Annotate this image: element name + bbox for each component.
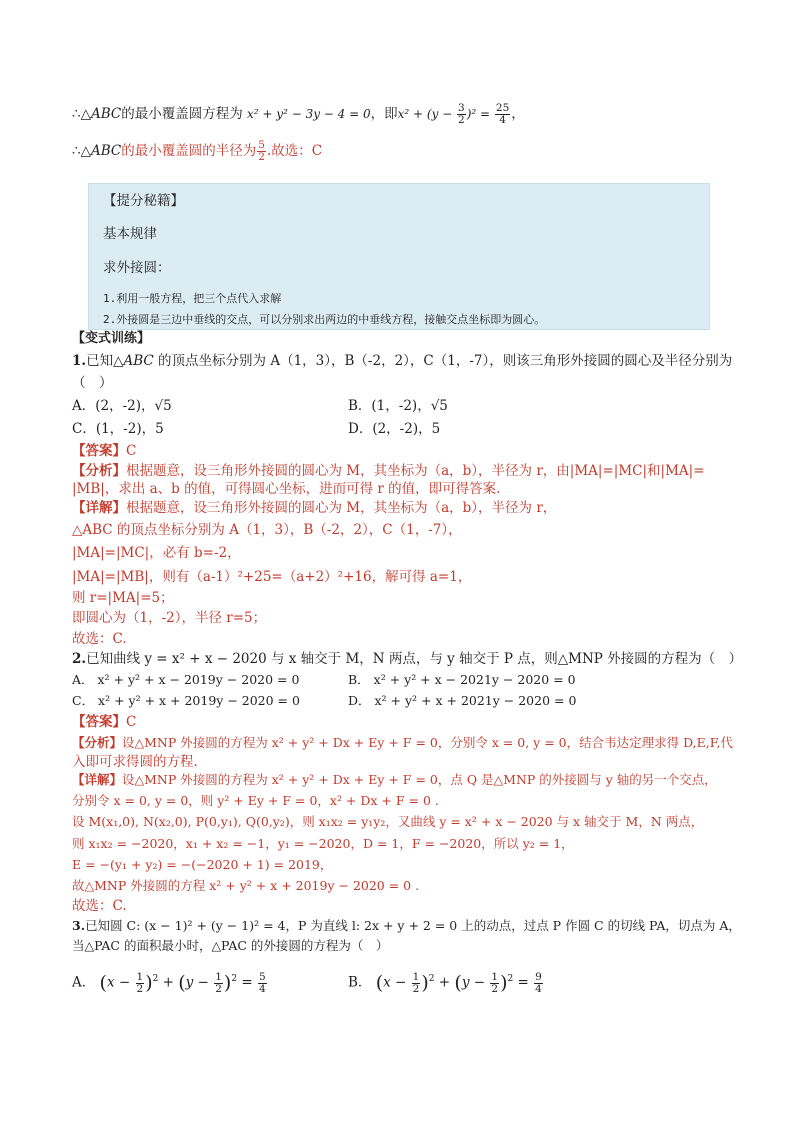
intro-sep: ，即 xyxy=(370,106,398,122)
q1-stem-b: 的顶点坐标分别为 xyxy=(153,353,271,369)
q3-number: 3. xyxy=(72,918,86,933)
triangle-name: ABC xyxy=(90,106,122,122)
q2-analysis-line-1 xyxy=(72,733,733,753)
q2-analysis-label: 【分析】 xyxy=(72,735,123,750)
fraction-3-2: $\frac{3}{2}$ xyxy=(458,102,465,126)
q1-stem-a: 已知△ xyxy=(86,353,124,369)
q2-detail-line-2: 分别令 x = 0, y = 0，则 y² + Ey + F = 0，x² + Dx + F = 0 . xyxy=(72,793,439,808)
q3-stem-1: 已知圆 C: (x − 1)² + (y − 1)² = 4，P 为直线 l: 2x + y + 2 = 0 上的动点，过点 P 作圆 C 的切线 PA，切点为 A， xyxy=(85,918,741,933)
q1-option-d: D．(2，-2)，5 xyxy=(348,421,441,437)
intro-line-2 xyxy=(72,140,322,163)
radius-text: 的最小覆盖圆的半径为 xyxy=(121,143,257,159)
therefore-symbol-2: ∴△ xyxy=(72,143,91,159)
q2-detail-line-4: 则 x₁x₂ = −2020，x₁ + x₂ = −1，y₁ = −2020，D = 1，F = −2020，所以 y₂ = 1， xyxy=(72,836,574,851)
q1-detail-line-3: |MA|=|MC|，必有 b=-2， xyxy=(72,545,241,561)
tip-item-1: 1.利用一般方程，把三个点代入求解 xyxy=(103,292,282,305)
choose-c-text: .故选：C xyxy=(266,143,323,159)
q3-half-x-a: $\frac{1}{2}$ xyxy=(136,970,144,995)
q1-answer: C xyxy=(126,443,137,459)
therefore-symbol: ∴△ xyxy=(72,106,91,122)
q2-stem-line xyxy=(72,649,742,669)
q2-detail-line-5: E = −(y₁ + y₂) = −(−2020 + 1) = 2019， xyxy=(72,857,333,872)
q1-paren: （ ） xyxy=(72,375,113,391)
q1-analysis-1: 根据题意，设三角形外接圆的圆心为 M，其坐标为（a，b），半径为 r，由|MA|=|MC|和|MA|= xyxy=(126,463,705,479)
q1-analysis-label: 【分析】 xyxy=(72,463,126,479)
q1-analysis-line-2: |MB|，求出 a、b 的值，可得圆心坐标，进而可得 r 的值，即可得答案. xyxy=(72,481,501,497)
q1-detail-label: 【详解】 xyxy=(72,500,126,516)
q2-stem: 已知曲线 y = x² + x − 2020 与 x 轴交于 M，N 两点，与 y 轴交于 P 点，则△MNP 外接圆的方程为（ ） xyxy=(86,651,743,667)
q1-detail-line-6: 即圆心为（1，-2），半径 r=5； xyxy=(72,610,267,626)
q1-answer-label: 【答案】 xyxy=(72,443,126,459)
q2-detail-1: 设△MNP 外接圆的方程为 x² + y² + Dx + Ey + F = 0，点 Q 是△MNP 的外接圆与 y 轴的另一个交点， xyxy=(122,772,717,787)
q3-rhs-a: $\frac{5}{4}$ xyxy=(258,970,266,995)
q1-answer-line xyxy=(72,441,136,461)
q3-option-b: B． (x − $\frac{1}{2}$ )$^2$ + (y − $\frac{1}{2}$ )$^2$ = $\frac{9}{4}$ xyxy=(348,970,542,995)
q2-option-a: A． x² + y² + x − 2019y − 2020 = 0 xyxy=(72,672,300,687)
q3-stem-line-2: 当△PAC 的面积最小时，△PAC 的外接圆的方程为（ ） xyxy=(72,938,389,953)
fraction-25-4: $\frac{25}{4}$ xyxy=(495,102,510,126)
q3-option-b-label: B． xyxy=(348,974,372,991)
q3-stem-line-1 xyxy=(72,916,741,936)
q1-option-a: A．(2，-2)，√5 xyxy=(72,398,172,414)
q2-option-b: B． x² + y² + x − 2021y − 2020 = 0 xyxy=(348,672,576,687)
q2-answer-label: 【答案】 xyxy=(72,714,126,730)
tip-item-2: 2.外接圆是三边中垂线的交点，可以分别求出两边的中垂线方程，接触交点坐标即为圆心。 xyxy=(103,313,546,326)
q1-detail-line-7: 故选：C. xyxy=(72,631,127,647)
q3-option-a: A． (x − $\frac{1}{2}$ )$^2$ + (y − $\frac{1}{2}$ )$^2$ = $\frac{5}{4}$ xyxy=(72,970,266,995)
q1-stem-line-1 xyxy=(72,351,732,371)
q2-detail-line-7: 故选：C. xyxy=(72,898,127,914)
intro-text: 的最小覆盖圆方程为 xyxy=(121,106,243,122)
q2-detail-line-1 xyxy=(72,770,717,790)
q1-detail-1: 根据题意，设三角形外接圆的圆心为 M，其坐标为（a，b），半径为 r， xyxy=(126,500,557,516)
tip-rule-heading: 基本规律 xyxy=(103,226,157,242)
q3-half-y-b: $\frac{1}{2}$ xyxy=(491,970,499,995)
q2-detail-line-6: 故△MNP 外接圆的方程 x² + y² + x + 2019y − 2020 = 0 . xyxy=(72,878,420,893)
section-title: 【变式训练】 xyxy=(72,331,151,346)
tip-box xyxy=(88,183,710,330)
circle-equation-std-b: )² = xyxy=(466,107,494,121)
q2-option-c: C． x² + y² + x + 2019y − 2020 = 0 xyxy=(72,693,300,708)
q1-option-b: B．(1，-2)，√5 xyxy=(348,398,448,414)
q2-analysis-line-2: 入即可求得圆的方程. xyxy=(72,754,198,770)
tip-title: 【提分秘籍】 xyxy=(103,193,184,209)
q2-detail-label: 【详解】 xyxy=(72,772,123,787)
q3-half-x-b: $\frac{1}{2}$ xyxy=(412,970,420,995)
fraction-5-2: $\frac{5}{2}$ xyxy=(258,139,265,163)
circle-equation: x² + y² − 3y − 4 = 0 xyxy=(247,107,371,121)
q2-answer-line xyxy=(72,712,136,732)
q1-stem-c: A（1，3），B（-2，2），C（1，-7），则该三角形外接圆的圆心及半径分别为 xyxy=(270,353,733,369)
circle-equation-std-a: x² + (y − xyxy=(397,107,457,121)
triangle-name-2: ABC xyxy=(90,143,122,159)
tip-sub-heading: 求外接圆： xyxy=(103,260,171,276)
q3-option-a-label: A． xyxy=(72,974,96,991)
q2-number: 2. xyxy=(72,651,87,667)
q1-detail-line-5: 则 r=|MA|=5； xyxy=(72,590,174,606)
q1-option-c: C．(1，-2)，5 xyxy=(72,421,164,437)
q1-detail-line-4: |MA|=|MB|，则有（a-1）²+25=（a+2）²+16，解可得 a=1， xyxy=(72,569,472,585)
q1-analysis-line-1 xyxy=(72,461,705,481)
q3-rhs-b: $\frac{9}{4}$ xyxy=(535,970,542,995)
intro-end: ， xyxy=(511,106,525,122)
q2-answer: C xyxy=(126,714,137,730)
q2-detail-line-3: 设 M(x₁,0), N(x₂,0), P(0,y₁), Q(0,y₂)，则 x₁x₂ = y₁y₂，又曲线 y = x² + x − 2020 与 x 轴交于 M，N 两点， xyxy=(72,814,704,829)
q1-number: 1. xyxy=(72,353,87,369)
q1-detail-line-2: △ABC 的顶点坐标分别为 A（1，3），B（-2，2），C（1，-7）， xyxy=(72,522,462,538)
q1-detail-line-1 xyxy=(72,498,556,518)
q2-option-d: D． x² + y² + x + 2021y − 2020 = 0 xyxy=(348,693,577,708)
q2-analysis-1: 设△MNP 外接圆的方程为 x² + y² + Dx + Ey + F = 0，分别令 x = 0, y = 0，结合韦达定理求得 D,E,F,代 xyxy=(122,735,733,750)
intro-line-1 xyxy=(72,103,525,126)
q3-half-y-a: $\frac{1}{2}$ xyxy=(215,970,222,995)
q1-triangle: ABC xyxy=(123,353,154,369)
